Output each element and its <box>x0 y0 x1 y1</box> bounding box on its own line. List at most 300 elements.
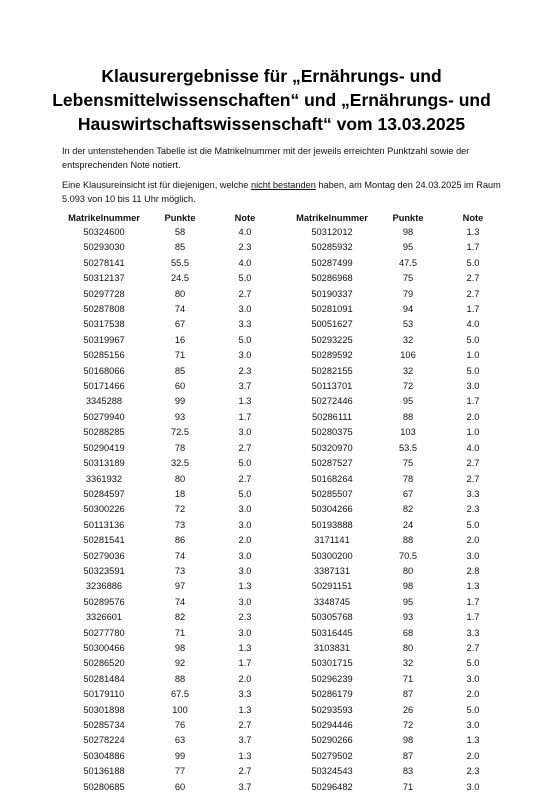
cell-matrikelnummer: 3387131 <box>313 565 351 576</box>
cell-note: 4.0 <box>466 319 480 330</box>
cell-matrikelnummer: 50190337 <box>311 288 353 299</box>
cell-note: 1.3 <box>238 642 252 653</box>
table-row <box>62 626 276 641</box>
einsicht-text-before: Eine Klausureinsicht ist für diejenigen, welche <box>62 180 251 190</box>
cell-note: 1.7 <box>466 596 480 607</box>
cell-note: 1.7 <box>466 242 480 253</box>
table-row <box>62 410 276 425</box>
table-row <box>290 271 504 286</box>
cell-note: 3.0 <box>238 550 252 561</box>
cell-matrikelnummer: 50286179 <box>311 689 353 700</box>
table-row <box>290 718 504 733</box>
cell-punkte: 88 <box>402 535 414 546</box>
cell-note: 5.0 <box>238 334 252 345</box>
header-punkte: Punkte <box>392 213 424 223</box>
table-row <box>62 487 276 502</box>
cell-punkte: 71 <box>402 673 414 684</box>
cell-matrikelnummer: 50293593 <box>311 704 353 715</box>
table-row <box>290 733 504 748</box>
cell-punkte: 83 <box>402 766 414 777</box>
cell-punkte: 98 <box>174 642 186 653</box>
cell-punkte: 95 <box>402 242 414 253</box>
cell-punkte: 78 <box>402 473 414 484</box>
cell-matrikelnummer: 50285507 <box>311 488 353 499</box>
table-row <box>290 317 504 332</box>
cell-note: 4.0 <box>238 227 252 237</box>
cell-matrikelnummer: 50297728 <box>83 288 125 299</box>
cell-punkte: 92 <box>174 658 186 669</box>
cell-note: 4.0 <box>238 257 252 268</box>
table-row <box>290 348 504 363</box>
table-row <box>62 579 276 594</box>
cell-note: 1.7 <box>466 396 480 407</box>
cell-punkte: 26 <box>402 704 414 715</box>
table-row <box>62 333 276 348</box>
cell-matrikelnummer: 50285932 <box>311 242 353 253</box>
table-row <box>290 533 504 548</box>
cell-matrikelnummer: 50289592 <box>311 350 353 361</box>
cell-note: 3.0 <box>238 427 252 438</box>
cell-punkte: 86 <box>174 535 186 546</box>
cell-matrikelnummer: 50278224 <box>83 735 125 746</box>
cell-punkte: 98 <box>402 735 414 746</box>
cell-matrikelnummer: 50279036 <box>83 550 125 561</box>
einsicht-underlined-text: nicht bestanden <box>250 180 316 190</box>
cell-note: 3.0 <box>238 519 252 530</box>
table-row <box>62 610 276 625</box>
cell-matrikelnummer: 50288285 <box>83 427 125 438</box>
results-body-right <box>290 225 504 795</box>
cell-note: 3.0 <box>466 673 480 684</box>
cell-punkte: 53.5 <box>398 442 418 453</box>
cell-punkte: 80 <box>174 473 186 484</box>
cell-matrikelnummer: 3345288 <box>85 396 123 407</box>
cell-note: 5.0 <box>466 658 480 669</box>
cell-matrikelnummer: 50285734 <box>83 720 125 730</box>
table-row <box>62 348 276 363</box>
table-row <box>62 595 276 610</box>
cell-note: 1.3 <box>238 704 252 715</box>
cell-punkte: 67 <box>402 488 414 499</box>
table-row <box>62 703 276 718</box>
cell-note: 2.7 <box>466 458 480 469</box>
cell-matrikelnummer: 50287527 <box>311 458 353 469</box>
cell-punkte: 32 <box>402 365 414 376</box>
cell-note: 2.7 <box>238 720 252 730</box>
cell-note: 1.7 <box>238 411 252 422</box>
cell-punkte: 93 <box>174 411 186 422</box>
cell-punkte: 103 <box>400 427 416 438</box>
cell-punkte: 98 <box>402 581 414 592</box>
cell-note: 2.0 <box>466 535 480 546</box>
table-row <box>290 225 504 240</box>
cell-matrikelnummer: 50179110 <box>83 689 125 700</box>
table-row <box>290 564 504 579</box>
table-row <box>62 472 276 487</box>
cell-note: 4.0 <box>466 442 480 453</box>
table-row <box>290 441 504 456</box>
cell-note: 2.7 <box>466 642 480 653</box>
table-row <box>290 364 504 379</box>
cell-note: 2.3 <box>238 612 252 623</box>
cell-matrikelnummer: 50277780 <box>83 627 125 638</box>
cell-note: 3.7 <box>238 381 252 392</box>
table-row <box>290 687 504 702</box>
cell-note: 3.0 <box>238 565 252 576</box>
cell-note: 1.3 <box>238 396 252 407</box>
cell-note: 3.0 <box>466 381 480 392</box>
cell-punkte: 88 <box>174 673 186 684</box>
cell-matrikelnummer: 50168264 <box>311 473 353 484</box>
cell-matrikelnummer: 50168066 <box>83 365 125 376</box>
table-row <box>62 256 276 271</box>
cell-matrikelnummer: 50304886 <box>83 750 125 761</box>
cell-matrikelnummer: 50317538 <box>83 319 125 330</box>
title-line: Hauswirtschaftswissenschaft“ vom 13.03.2025 <box>77 114 466 134</box>
table-row <box>290 410 504 425</box>
table-row <box>290 487 504 502</box>
table-row <box>290 703 504 718</box>
cell-punkte: 95 <box>402 396 414 407</box>
cell-punkte: 60 <box>174 381 186 392</box>
cell-note: 3.0 <box>238 627 252 638</box>
cell-matrikelnummer: 50171466 <box>83 381 125 392</box>
cell-matrikelnummer: 3103831 <box>313 642 351 653</box>
table-row <box>290 394 504 409</box>
cell-matrikelnummer: 3361932 <box>85 473 123 484</box>
cell-matrikelnummer: 50300226 <box>83 504 125 515</box>
cell-note: 1.3 <box>238 750 252 761</box>
cell-punkte: 82 <box>174 612 186 623</box>
cell-matrikelnummer: 50312012 <box>311 227 353 237</box>
cell-note: 2.0 <box>238 535 252 546</box>
cell-note: 5.0 <box>466 519 480 530</box>
page-title <box>40 64 503 136</box>
cell-matrikelnummer: 50136188 <box>83 766 125 777</box>
cell-punkte: 106 <box>400 350 416 361</box>
cell-punkte: 77 <box>174 766 186 777</box>
cell-punkte: 100 <box>172 704 188 715</box>
cell-matrikelnummer: 50324543 <box>311 766 353 777</box>
cell-note: 2.0 <box>466 689 480 700</box>
cell-note: 2.3 <box>466 504 480 515</box>
cell-punkte: 18 <box>174 488 186 499</box>
cell-note: 1.3 <box>466 735 480 746</box>
cell-punkte: 58 <box>174 227 186 237</box>
cell-note: 3.3 <box>466 627 480 638</box>
cell-punkte: 47.5 <box>398 257 418 268</box>
cell-punkte: 94 <box>402 304 414 315</box>
table-row <box>290 672 504 687</box>
cell-note: 2.7 <box>238 473 252 484</box>
cell-punkte: 88 <box>402 411 414 422</box>
cell-punkte: 75 <box>402 458 414 469</box>
cell-note: 5.0 <box>466 365 480 376</box>
cell-note: 2.0 <box>466 411 480 422</box>
cell-note: 2.0 <box>238 673 252 684</box>
cell-matrikelnummer: 50304266 <box>311 504 353 515</box>
table-row <box>290 518 504 533</box>
table-row <box>62 364 276 379</box>
cell-punkte: 53 <box>402 319 414 330</box>
table-row <box>290 240 504 255</box>
cell-note: 2.7 <box>466 288 480 299</box>
title-line: Klausurergebnisse für „Ernährungs- und <box>101 66 442 86</box>
cell-note: 1.7 <box>466 304 480 315</box>
cell-matrikelnummer: 50305768 <box>311 612 353 623</box>
cell-punkte: 85 <box>174 365 186 376</box>
cell-matrikelnummer: 50280375 <box>311 427 353 438</box>
table-row <box>62 533 276 548</box>
header-matrikelnummer: Matrikelnummer <box>296 213 368 223</box>
cell-note: 1.3 <box>238 581 252 592</box>
cell-matrikelnummer: 50312137 <box>83 273 125 284</box>
cell-punkte: 87 <box>402 750 414 761</box>
intro-paragraph: In der untenstehenden Tabelle ist die Matrikelnummer mit der jeweils erreichten Punktzahl sowie der entsprechenden Note notiert. <box>62 146 470 170</box>
table-row <box>290 502 504 517</box>
cell-note: 2.7 <box>238 288 252 299</box>
table-row <box>290 780 504 795</box>
cell-matrikelnummer: 50282155 <box>311 365 353 376</box>
cell-matrikelnummer: 50113136 <box>83 519 125 530</box>
cell-matrikelnummer: 50293030 <box>83 242 125 253</box>
cell-note: 3.3 <box>238 319 252 330</box>
table-row <box>62 379 276 394</box>
cell-matrikelnummer: 50323591 <box>83 565 125 576</box>
cell-note: 3.0 <box>238 350 252 361</box>
cell-note: 5.0 <box>466 704 480 715</box>
einsicht-paragraph <box>62 178 502 206</box>
cell-note: 1.0 <box>466 350 480 361</box>
cell-punkte: 32 <box>402 658 414 669</box>
header-punkte: Punkte <box>164 213 196 223</box>
results-table-left <box>62 211 276 795</box>
cell-punkte: 87 <box>402 689 414 700</box>
cell-note: 3.0 <box>238 596 252 607</box>
cell-matrikelnummer: 50301715 <box>311 658 353 669</box>
cell-punkte: 63 <box>174 735 186 746</box>
cell-note: 5.0 <box>466 334 480 345</box>
cell-note: 3.0 <box>466 720 480 730</box>
cell-matrikelnummer: 50287499 <box>311 257 353 268</box>
cell-punkte: 71 <box>174 350 186 361</box>
cell-punkte: 72 <box>174 504 186 515</box>
table-header-row <box>62 211 276 225</box>
cell-punkte: 32 <box>402 334 414 345</box>
cell-matrikelnummer: 50281484 <box>83 673 125 684</box>
cell-punkte: 79 <box>402 288 414 299</box>
table-row <box>290 626 504 641</box>
table-header-row <box>290 211 504 225</box>
table-row <box>62 564 276 579</box>
table-row <box>62 749 276 764</box>
cell-punkte: 72.5 <box>170 427 190 438</box>
table-row <box>62 317 276 332</box>
cell-matrikelnummer: 3236886 <box>85 581 123 592</box>
cell-matrikelnummer: 50320970 <box>311 442 353 453</box>
table-row <box>290 579 504 594</box>
cell-matrikelnummer: 50281091 <box>311 304 353 315</box>
cell-punkte: 55.5 <box>170 257 190 268</box>
table-row <box>290 302 504 317</box>
table-row <box>290 256 504 271</box>
cell-matrikelnummer: 50296239 <box>311 673 353 684</box>
cell-punkte: 74 <box>174 550 186 561</box>
cell-punkte: 80 <box>402 642 414 653</box>
cell-matrikelnummer: 50296482 <box>311 781 353 792</box>
cell-punkte: 80 <box>174 288 186 299</box>
cell-matrikelnummer: 50289576 <box>83 596 125 607</box>
table-row <box>62 687 276 702</box>
table-row <box>62 456 276 471</box>
cell-note: 3.0 <box>238 504 252 515</box>
cell-matrikelnummer: 3171141 <box>314 535 350 546</box>
cell-punkte: 67.5 <box>170 689 190 700</box>
cell-note: 1.7 <box>466 612 480 623</box>
table-row <box>290 379 504 394</box>
results-body-left <box>62 225 276 795</box>
cell-punkte: 72 <box>402 381 414 392</box>
cell-punkte: 93 <box>402 612 414 623</box>
cell-note: 3.3 <box>238 689 252 700</box>
title-line: Lebensmittelwissenschaften“ und „Ernährungs- und <box>52 90 491 110</box>
cell-punkte: 99 <box>174 750 186 761</box>
header-matrikelnummer: Matrikelnummer <box>68 213 140 223</box>
table-row <box>62 425 276 440</box>
cell-matrikelnummer: 50285156 <box>83 350 125 361</box>
table-row <box>62 549 276 564</box>
cell-matrikelnummer: 50316445 <box>311 627 353 638</box>
cell-punkte: 97 <box>174 581 186 592</box>
cell-punkte: 82 <box>402 504 414 515</box>
table-row <box>62 656 276 671</box>
cell-matrikelnummer: 50324600 <box>83 227 125 237</box>
cell-matrikelnummer: 50279940 <box>83 411 125 422</box>
cell-note: 2.0 <box>466 750 480 761</box>
cell-note: 3.0 <box>466 550 480 561</box>
cell-note: 2.7 <box>466 473 480 484</box>
cell-matrikelnummer: 50290419 <box>83 442 125 453</box>
cell-matrikelnummer: 50291151 <box>311 581 353 592</box>
cell-matrikelnummer: 3326601 <box>85 612 123 623</box>
table-row <box>62 302 276 317</box>
table-row <box>62 518 276 533</box>
cell-note: 2.7 <box>238 766 252 777</box>
cell-punkte: 99 <box>174 396 186 407</box>
cell-punkte: 70.5 <box>398 550 418 561</box>
cell-note: 1.3 <box>466 581 480 592</box>
cell-punkte: 24.5 <box>170 273 190 284</box>
cell-punkte: 71 <box>402 781 414 792</box>
cell-matrikelnummer: 50113701 <box>311 381 353 392</box>
cell-matrikelnummer: 50272446 <box>311 396 353 407</box>
results-table-right <box>290 211 504 795</box>
cell-matrikelnummer: 50286520 <box>83 658 125 669</box>
cell-matrikelnummer: 50287808 <box>83 304 125 315</box>
cell-note: 5.0 <box>466 257 480 268</box>
table-row <box>290 764 504 779</box>
cell-matrikelnummer: 50300200 <box>311 550 353 561</box>
table-row <box>62 502 276 517</box>
cell-note: 2.3 <box>466 766 480 777</box>
table-row <box>290 641 504 656</box>
cell-note: 2.3 <box>238 242 252 253</box>
cell-note: 3.7 <box>238 781 252 792</box>
cell-matrikelnummer: 50294446 <box>311 720 353 730</box>
table-row <box>290 749 504 764</box>
cell-note: 2.8 <box>466 565 480 576</box>
cell-matrikelnummer: 50301898 <box>83 704 125 715</box>
cell-matrikelnummer: 50284597 <box>83 488 125 499</box>
cell-note: 2.7 <box>238 442 252 453</box>
table-row <box>290 333 504 348</box>
table-row <box>290 425 504 440</box>
cell-matrikelnummer: 50290266 <box>311 735 353 746</box>
cell-punkte: 78 <box>174 442 186 453</box>
cell-punkte: 68 <box>402 627 414 638</box>
table-row <box>62 225 276 240</box>
cell-punkte: 73 <box>174 519 186 530</box>
cell-matrikelnummer: 50313189 <box>83 458 125 469</box>
table-row <box>290 456 504 471</box>
cell-note: 3.0 <box>466 781 480 792</box>
cell-punkte: 75 <box>402 273 414 284</box>
cell-punkte: 76 <box>174 720 186 730</box>
cell-punkte: 60 <box>174 781 186 792</box>
cell-punkte: 98 <box>402 227 414 237</box>
cell-punkte: 80 <box>402 565 414 576</box>
cell-punkte: 85 <box>174 242 186 253</box>
table-row <box>62 441 276 456</box>
cell-matrikelnummer: 50319967 <box>83 334 125 345</box>
cell-note: 1.3 <box>466 227 480 237</box>
cell-punkte: 67 <box>174 319 186 330</box>
cell-matrikelnummer: 50280685 <box>83 781 125 792</box>
table-row <box>62 718 276 733</box>
table-row <box>62 672 276 687</box>
cell-matrikelnummer: 50279502 <box>311 750 353 761</box>
table-row <box>62 641 276 656</box>
table-row <box>62 733 276 748</box>
cell-matrikelnummer: 50293225 <box>311 334 353 345</box>
cell-punkte: 74 <box>174 304 186 315</box>
cell-note: 1.0 <box>466 427 480 438</box>
cell-note: 3.3 <box>466 488 480 499</box>
table-row <box>62 764 276 779</box>
einsicht-text-after: haben, am Montag den 24.03.2025 im Raum 5.093 von 10 bis 11 Uhr möglich. <box>62 180 501 204</box>
table-row <box>62 287 276 302</box>
table-row <box>290 656 504 671</box>
cell-note: 1.7 <box>238 658 252 669</box>
cell-punkte: 72 <box>402 720 414 730</box>
cell-matrikelnummer: 50281541 <box>83 535 125 546</box>
cell-punkte: 74 <box>174 596 186 607</box>
table-row <box>290 595 504 610</box>
table-row <box>62 780 276 795</box>
cell-punkte: 71 <box>174 627 186 638</box>
cell-matrikelnummer: 50300466 <box>83 642 125 653</box>
cell-punkte: 95 <box>402 596 414 607</box>
cell-matrikelnummer: 50286968 <box>311 273 353 284</box>
cell-punkte: 16 <box>174 334 186 345</box>
table-row <box>290 472 504 487</box>
cell-note: 3.0 <box>238 304 252 315</box>
header-note: Note <box>462 213 484 223</box>
cell-punkte: 73 <box>174 565 186 576</box>
cell-note: 2.7 <box>466 273 480 284</box>
cell-note: 3.7 <box>238 735 252 746</box>
table-row <box>290 287 504 302</box>
